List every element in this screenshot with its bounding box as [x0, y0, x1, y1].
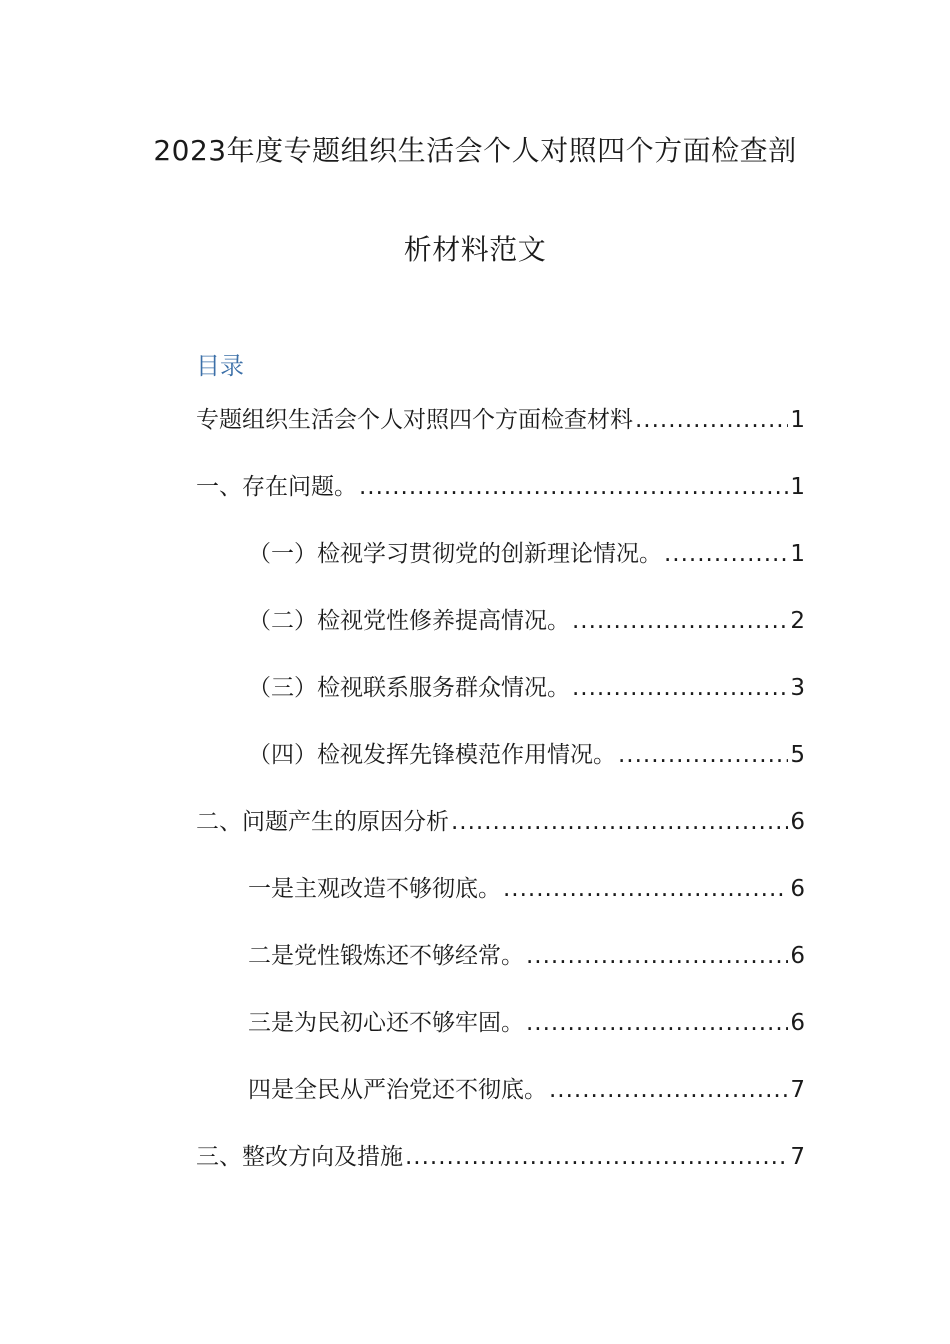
toc-page-number: 6	[790, 876, 805, 902]
toc-page-number: 3	[790, 675, 805, 701]
toc-entry-label: 二是党性锻炼还不够经常。	[248, 943, 524, 969]
toc-leader-dots	[618, 738, 788, 772]
toc-leader-dots	[526, 1006, 788, 1040]
toc-page-number: 1	[790, 474, 805, 500]
toc-page-number: 6	[790, 809, 805, 835]
toc-leader-dots	[572, 671, 788, 705]
toc-leader-dots	[635, 403, 788, 437]
toc-leader-dots	[526, 939, 788, 973]
toc-entry-label: （三）检视联系服务群众情况。	[248, 675, 570, 701]
toc-entry-label: 一是主观改造不够彻底。	[248, 876, 501, 902]
toc-entry[interactable]	[248, 1006, 805, 1040]
toc-entry[interactable]	[248, 738, 805, 772]
toc-entry-label: 三是为民初心还不够牢固。	[248, 1010, 524, 1036]
toc-entry[interactable]	[196, 805, 805, 839]
toc-page-number: 5	[790, 742, 805, 768]
toc-page-number: 2	[790, 608, 805, 634]
document-title-line-2: 析材料范文	[403, 233, 547, 266]
toc-entry-label: （一）检视学习贯彻党的创新理论情况。	[248, 541, 662, 567]
toc-entry[interactable]	[248, 1073, 805, 1107]
toc-page-number: 7	[790, 1077, 805, 1103]
toc-entry-label: 四是全民从严治党还不彻底。	[248, 1077, 547, 1103]
toc-page-number: 1	[790, 407, 805, 433]
toc-entry-label: （二）检视党性修养提高情况。	[248, 608, 570, 634]
toc-leader-dots	[503, 872, 788, 906]
toc-leader-dots	[572, 604, 788, 638]
toc-entry[interactable]	[248, 872, 805, 906]
toc-entry[interactable]	[248, 939, 805, 973]
toc-entry-label: 一、存在问题。	[196, 474, 357, 500]
toc-entry[interactable]	[248, 671, 805, 705]
toc-page-number: 7	[790, 1144, 805, 1170]
toc-entry-label: 三、整改方向及措施	[196, 1144, 403, 1170]
toc-leader-dots	[359, 470, 788, 504]
toc-entry[interactable]	[248, 604, 805, 638]
toc-entry[interactable]	[248, 537, 805, 571]
toc-entry-label: 二、问题产生的原因分析	[196, 809, 449, 835]
toc-page-number: 6	[790, 943, 805, 969]
toc-page-number: 1	[790, 541, 805, 567]
toc-entry[interactable]	[196, 470, 805, 504]
toc-entry[interactable]	[196, 403, 805, 437]
document-title-line-1: 2023年度专题组织生活会个人对照四个方面检查剖	[153, 134, 797, 167]
toc-leader-dots	[664, 537, 788, 571]
toc-entry-label: 专题组织生活会个人对照四个方面检查材料	[196, 407, 633, 433]
toc-leader-dots	[451, 805, 788, 839]
toc-leader-dots	[549, 1073, 788, 1107]
toc-heading: 目录	[196, 352, 244, 380]
toc-entry-label: （四）检视发挥先锋模范作用情况。	[248, 742, 616, 768]
toc-page-number: 6	[790, 1010, 805, 1036]
toc-entry[interactable]	[196, 1140, 805, 1174]
toc-leader-dots	[405, 1140, 788, 1174]
